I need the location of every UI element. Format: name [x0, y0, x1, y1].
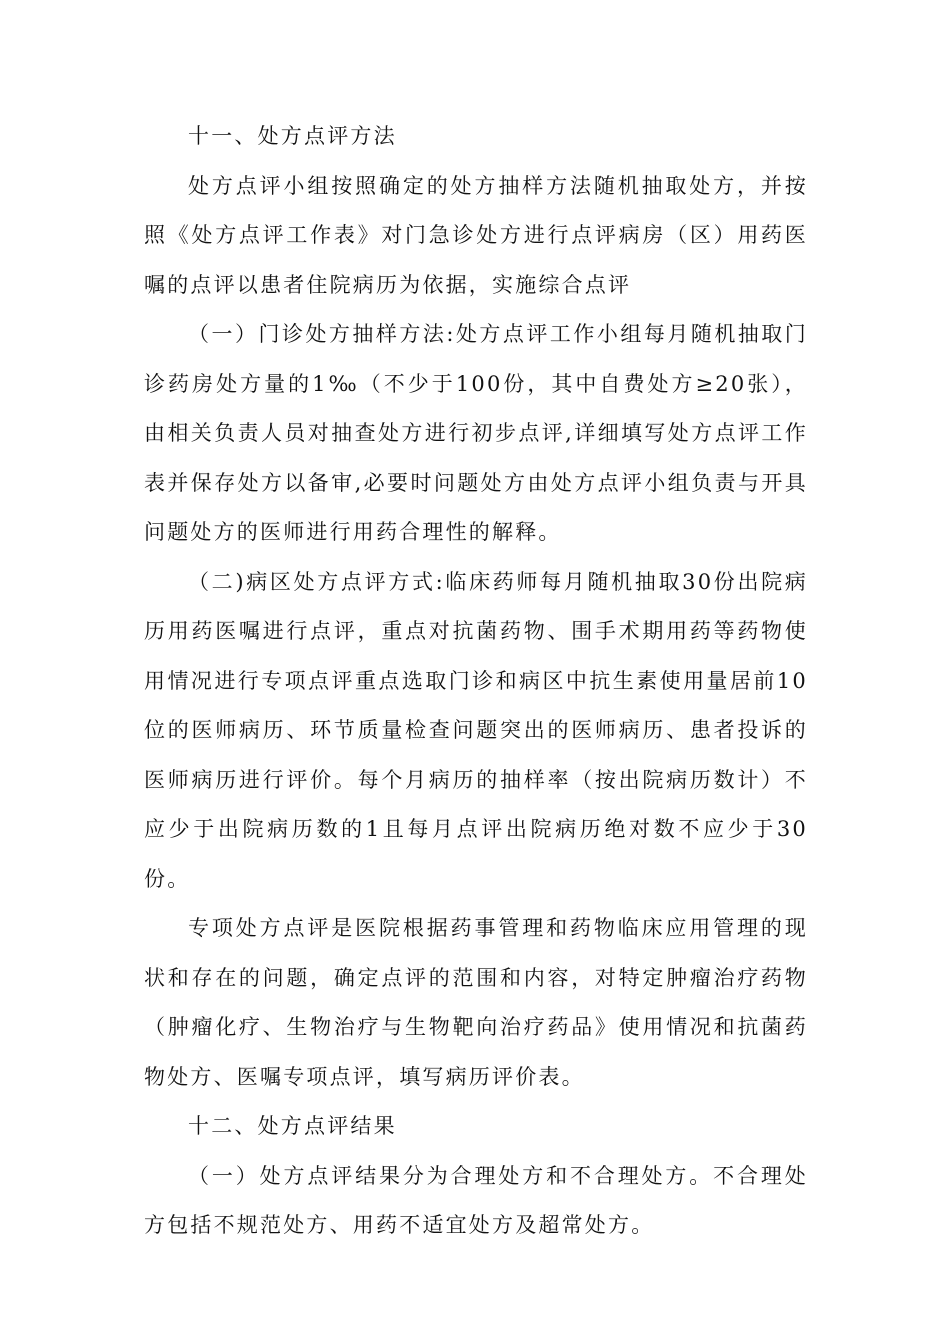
section-heading-11: 十一、处方点评方法 [188, 124, 397, 148]
paragraph-review-results: （一）处方点评结果分为合理处方和不合理处方。不合理处方包括不规范处方、用药不适宜处方及超常处方。 [144, 1163, 808, 1237]
paragraph-special-review: 专项处方点评是医院根据药事管理和药物临床应用管理的现状和存在的问题，确定点评的范围和内容，对特定肿瘤治疗药物（肿瘤化疗、生物治疗与生物靶向治疗药品》使用情况和抗菌药物处方、医嘱专项点评，填写病历评价表。 [144, 916, 808, 1089]
paragraph-ward-review: （二)病区处方点评方式:临床药师每月随机抽取30份出院病历用药医嘱进行点评，重点对抗菌药物、围手术期用药等药物使用情况进行专项点评重点选取门诊和病区中抗生素使用量居前10位的医师病历、环节质量检查问题突出的医师病历、患者投诉的医师病历进行评价。每个月病历的抽样率（按出院病历数计）不应少于出院病历数的1且每月点评出院病历绝对数不应少于30份。 [144, 569, 808, 891]
paragraph-review-method: 处方点评小组按照确定的处方抽样方法随机抽取处方，并按照《处方点评工作表》对门急诊处方进行点评病房（区）用药医嘱的点评以患者住院病历为依据，实施综合点评 [144, 173, 808, 297]
paragraph-outpatient-sampling: （一）门诊处方抽样方法:处方点评工作小组每月随机抽取门诊药房处方量的1‰（不少于100份，其中自费处方≥20张），由相关负责人员对抽查处方进行初步点评,详细填写处方点评工作表并保存处方以备审,必要时问题处方由处方点评小组负责与开具问题处方的医师进行用药合理性的解释。 [144, 322, 808, 544]
section-heading-12: 十二、处方点评结果 [188, 1114, 397, 1138]
document-body [144, 112, 808, 1251]
